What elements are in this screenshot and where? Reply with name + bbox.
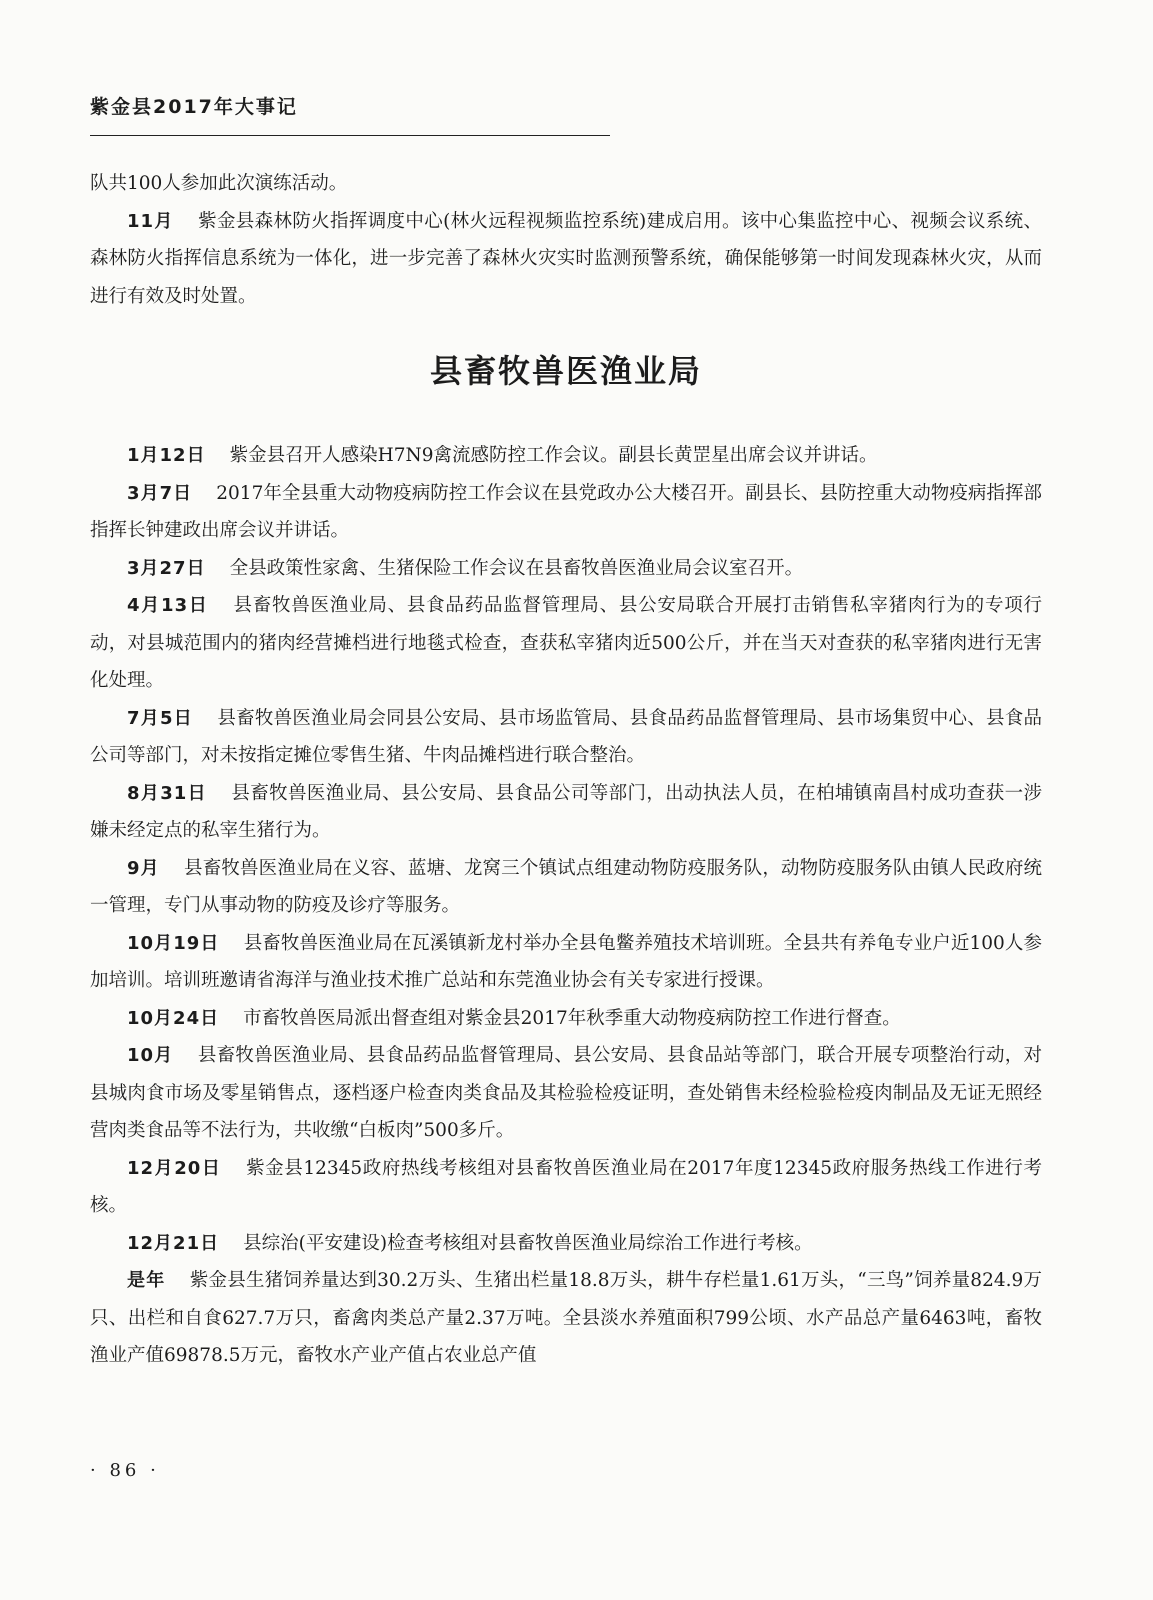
entry-date: 12月20日 [127, 1157, 222, 1179]
entry-text: 县畜牧兽医渔业局、县公安局、县食品公司等部门，出动执法人员，在柏埔镇南昌村成功查获一涉嫌未经定点的私宰生猪行为。 [90, 782, 1042, 841]
entry-paragraph [90, 1225, 1042, 1263]
page-number: · 86 · [90, 1460, 160, 1481]
header-rule [90, 135, 610, 136]
entry-date: 是年 [127, 1270, 166, 1291]
entry-date: 9月 [127, 857, 160, 879]
entry-paragraph [90, 775, 1042, 850]
entry-paragraph [90, 850, 1042, 925]
entry-paragraph [90, 1037, 1042, 1150]
entry-paragraph [90, 203, 1042, 316]
entry-paragraph [90, 1150, 1042, 1225]
entry-paragraph [90, 700, 1042, 775]
entry-paragraph [90, 475, 1042, 550]
entry-paragraph [90, 1000, 1042, 1038]
entry-text: 县畜牧兽医渔业局、县食品药品监督管理局、县公安局、县食品站等部门，联合开展专项整治行动，对县城肉食市场及零星销售点，逐档逐户检查肉类食品及其检验检疫证明，查处销售未经检验检疫肉制品及无证无照经营肉类食品等不法行为，共收缴“白板肉”500多斤。 [90, 1045, 1042, 1141]
running-header: 紫金县2017年大事记 [90, 96, 298, 118]
entry-date: 10月 [127, 1045, 174, 1066]
entry-text: 紫金县森林防火指挥调度中心(林火远程视频监控系统)建成启用。该中心集监控中心、视频会议系统、森林防火指挥信息系统为一体化，进一步完善了森林火灾实时监测预警系统，确保能够第一时间发现森林火灾，从而进行有效及时处置。 [90, 210, 1042, 307]
entry-date: 4月13日 [127, 595, 209, 616]
section-title: 县畜牧兽医渔业局 [429, 352, 702, 390]
entry-text: 县畜牧兽医渔业局在义容、蓝塘、龙窝三个镇试点组建动物防疫服务队，动物防疫服务队由镇人民政府统一管理，专门从事动物的防疫及诊疗等服务。 [90, 857, 1042, 916]
entry-text: 2017年全县重大动物疫病防控工作会议在县党政办公大楼召开。副县长、县防控重大动物疫病指挥部指挥长钟建政出席会议并讲话。 [90, 482, 1042, 541]
entry-text: 县畜牧兽医渔业局在瓦溪镇新龙村举办全县龟鳖养殖技术培训班。全县共有养龟专业户近100人参加培训。培训班邀请省海洋与渔业技术推广总站和东莞渔业协会有关专家进行授课。 [90, 932, 1042, 991]
entry-paragraph [90, 587, 1042, 700]
paragraph-continuation: 队共100人参加此次演练活动。 [90, 173, 348, 194]
entry-text: 市畜牧兽医局派出督查组对紫金县2017年秋季重大动物疫病防控工作进行督查。 [243, 1007, 901, 1029]
entry-date: 3月27日 [127, 557, 206, 579]
page-body [90, 165, 1042, 1375]
entry-text: 县畜牧兽医渔业局会同县公安局、县市场监管局、县食品药品监督管理局、县市场集贸中心、县食品公司等部门，对未按指定摊位零售生猪、牛肉品摊档进行联合整治。 [90, 707, 1042, 766]
entry-text: 县畜牧兽医渔业局、县食品药品监督管理局、县公安局联合开展打击销售私宰猪肉行为的专项行动，对县城范围内的猪肉经营摊档进行地毯式检查，查获私宰猪肉近500公斤，并在当天对查获的私宰猪肉进行无害化处理。 [90, 595, 1042, 691]
entry-text: 紫金县12345政府热线考核组对县畜牧兽医渔业局在2017年度12345政府服务热线工作进行考核。 [90, 1157, 1042, 1216]
entry-paragraph [90, 1262, 1042, 1375]
entry-date: 10月24日 [127, 1007, 220, 1029]
entry-date: 8月31日 [127, 782, 208, 804]
entry-text: 紫金县生猪饲养量达到30.2万头、生猪出栏量18.8万头，耕牛存栏量1.61万头，“三鸟”饲养量824.9万只、出栏和自食627.7万只，畜禽肉类总产量2.37万吨。全县淡水养殖面积799公顷、水产品总产量6463吨，畜牧渔业产值69878.5万元，畜牧水产业产值占农业总产值 [90, 1270, 1042, 1366]
entry-paragraph [90, 437, 1042, 475]
entry-paragraph [90, 550, 1042, 588]
entry-date: 12月21日 [127, 1232, 220, 1254]
entry-date: 1月12日 [127, 445, 206, 466]
entry-text: 紫金县召开人感染H7N9禽流感防控工作会议。副县长黄罡星出席会议并讲话。 [229, 445, 878, 466]
entry-text: 县综治(平安建设)检查考核组对县畜牧兽医渔业局综治工作进行考核。 [243, 1232, 813, 1254]
entry-date: 10月19日 [127, 932, 220, 954]
entry-paragraph [90, 925, 1042, 1000]
entry-text: 全县政策性家禽、生猪保险工作会议在县畜牧兽医渔业局会议室召开。 [229, 557, 804, 579]
entry-date: 11月 [127, 210, 174, 232]
entry-date: 3月7日 [127, 482, 193, 504]
entry-date: 7月5日 [127, 707, 194, 729]
